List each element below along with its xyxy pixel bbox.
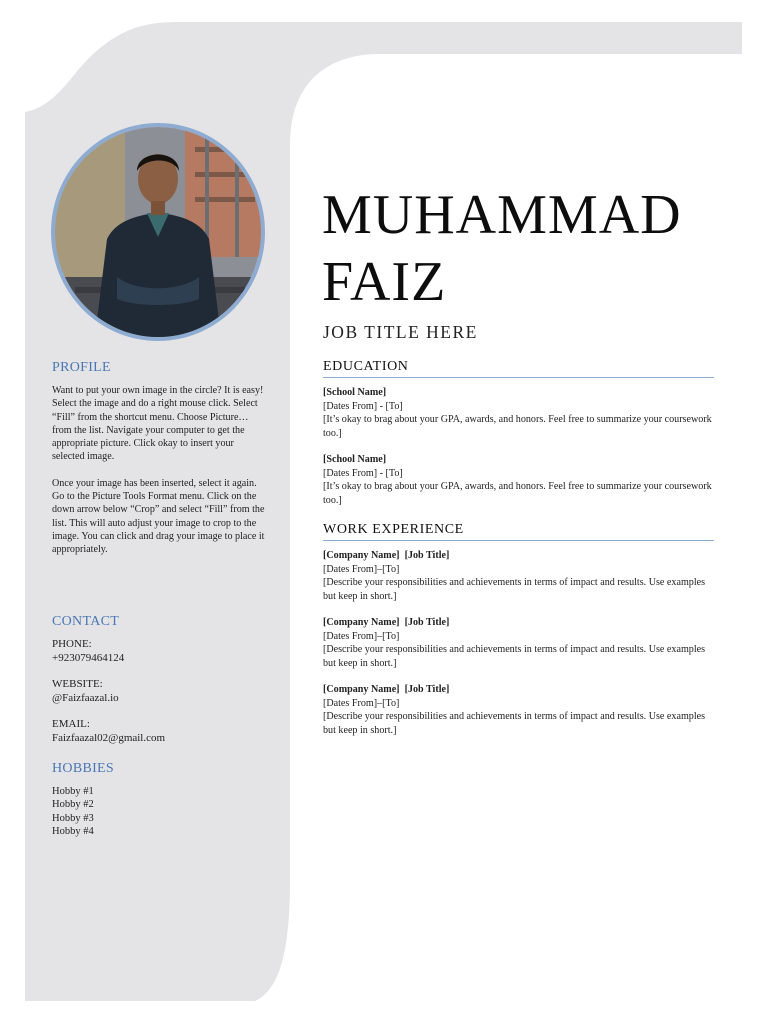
work-dates: [Dates From]–[To] <box>323 563 400 575</box>
contact-phone <box>52 637 124 665</box>
work-description: [Describe your responsibilities and achievements in terms of impact and results. Use examples but keep in short.] <box>323 644 706 669</box>
job-title-entry: [Job Title] <box>404 617 450 628</box>
profile-photo <box>51 123 265 341</box>
name-line-2: FAIZ <box>322 251 447 313</box>
hobby-item: Hobby #2 <box>52 799 94 811</box>
education-dates: [Dates From] - [To] <box>323 400 403 412</box>
contact-email <box>52 717 165 745</box>
education-description: [It’s okay to brag about your GPA, awards, and honors. Feel free to summarize your coursework too.] <box>323 481 712 506</box>
education-dates: [Dates From] - [To] <box>323 467 403 479</box>
hobby-item: Hobby #4 <box>52 826 94 838</box>
work-entry <box>323 616 715 670</box>
name-line-1: MUHAMMAD <box>322 184 682 246</box>
company-name: [Company Name] <box>323 684 400 695</box>
work-experience-heading: WORK EXPERIENCE <box>323 522 714 541</box>
work-entry <box>323 683 715 737</box>
job-title-entry: [Job Title] <box>404 684 450 695</box>
phone-label: PHONE: <box>52 638 92 650</box>
work-dates: [Dates From]–[To] <box>323 697 400 709</box>
school-name: [School Name] <box>323 387 387 398</box>
work-description: [Describe your responsibilities and achievements in terms of impact and results. Use examples but keep in short.] <box>323 711 706 736</box>
profile-heading: PROFILE <box>52 360 111 375</box>
profile-paragraph: Once your image has been inserted, select it again. Go to the Picture Tools Format menu. Click on the down arrow below “Crop” and select “Fill” from the list. This will auto adjust your image to crop to the image. You can click and drag your image to place it appropriately. <box>52 477 265 556</box>
website-label: WEBSITE: <box>52 678 103 690</box>
profile-paragraph: Want to put your own image in the circle? It is easy! Select the image and do a right mouse click. Select “Fill” from the shortcut menu. Choose Picture… from the list. Navigate your computer to get the appropriate picture. Click okay to insert your selected image. <box>52 385 264 463</box>
candidate-name <box>322 182 682 316</box>
phone-value: +923079464124 <box>52 652 125 664</box>
education-entry <box>323 453 715 507</box>
job-title: JOB TITLE HERE <box>323 322 478 342</box>
work-description: [Describe your responsibilities and achievements in terms of impact and results. Use examples but keep in short.] <box>323 577 706 602</box>
work-dates: [Dates From]–[To] <box>323 630 400 642</box>
education-entry <box>323 386 715 440</box>
website-value[interactable]: @Faizfaazal.io <box>52 692 119 704</box>
contact-website <box>52 677 119 705</box>
hobby-item: Hobby #1 <box>52 786 94 797</box>
hobbies-heading: HOBBIES <box>52 761 114 776</box>
company-name: [Company Name] <box>323 550 400 561</box>
school-name: [School Name] <box>323 454 387 465</box>
contact-heading: CONTACT <box>52 614 120 629</box>
education-description: [It’s okay to brag about your GPA, awards, and honors. Feel free to summarize your coursework too.] <box>323 414 712 439</box>
email-value[interactable]: Faizfaazal02@gmail.com <box>52 732 166 744</box>
company-name: [Company Name] <box>323 617 400 628</box>
hobby-list <box>52 785 94 839</box>
hobby-item: Hobby #3 <box>52 812 94 824</box>
email-label: EMAIL: <box>52 718 90 730</box>
profile-text <box>52 384 268 570</box>
work-entry <box>323 549 715 603</box>
job-title-entry: [Job Title] <box>404 550 450 561</box>
education-heading: EDUCATION <box>323 359 714 378</box>
